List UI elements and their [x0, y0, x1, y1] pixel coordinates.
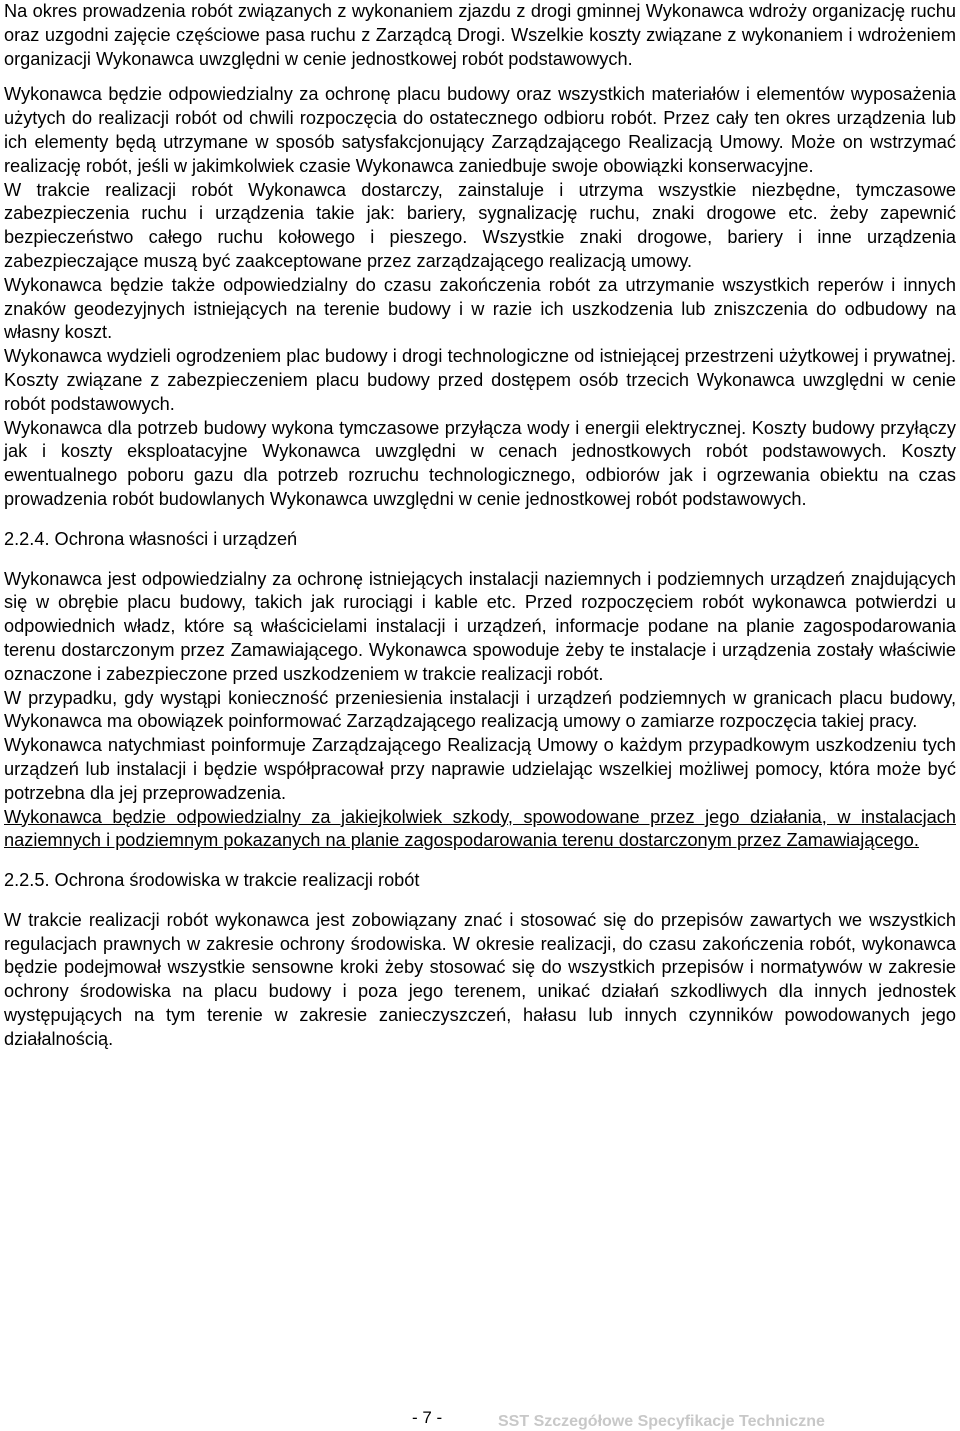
paragraph-environment-protection: W trakcie realizacji robót wykonawca jest zobowiązany znać i stosować się do przepisów zawartych we wszystkich regulacjach prawnych w zakresie ochrony środowiska. W okresie realizacji, do czasu zakończenia robót, wykonawca będzie podejmował wszystkie sensowne kroki żeby stosować się do wszystkich przepisów i normatywów w zakresie ochrony środowiska na placu budowy i poza jego terenem, unikać działań szkodliwych dla innych jednostek występujących na tym terenie w zakresie zanieczyszczeń, hałasu lub innych czynników powodowanych jego działalnością.	[4, 909, 956, 1049]
paragraph-site-fencing: Wykonawca wydzieli ogrodzeniem plac budowy i drogi technologiczne od istniejącej przestrzeni użytkowej i prywatnej. Koszty związane z zabezpieczeniem placu budowy przed dostępem osób trzecich Wykonawca uwzględni w cenie robót podstawowych.	[4, 346, 956, 414]
document-page	[4, 0, 956, 1052]
section-spacer	[4, 893, 956, 909]
paragraph-damage-reporting: Wykonawca natychmiast poinformuje Zarządzającego Realizacją Umowy o każdym przypadkowym uszkodzeniu tych urządzeń lub instalacji i będzie współpracował przy naprawie udzielając wszelkiej możliwej pomocy, która może być potrzebna dla jej przeprowadzenia.	[4, 735, 956, 803]
section-spacer	[4, 512, 956, 528]
paragraph-liability-underlined: Wykonawca będzie odpowiedzialny za jakiejkolwiek szkody, spowodowane przez jego działania, w instalacjach naziemnych i podziemnym pokazanych na planie zagospodarowania terenu dostarczonym przez Zamawiającego.	[4, 806, 956, 851]
section-spacer	[4, 853, 956, 869]
section-spacer	[4, 552, 956, 568]
paragraph-relocation-notice: W przypadku, gdy wystąpi konieczność przeniesienia instalacji i urządzeń podziemnych w granicach placu budowy, Wykonawca ma obowiązek poinformować Zarządzającego realizacją umowy o zamiarze rozpoczęcia takiej pracy.	[4, 687, 956, 732]
page-number: - 7 -	[412, 1408, 443, 1427]
paragraph-traffic-organization: Na okres prowadzenia robót związanych z wykonaniem zjazdu z drogi gminnej Wykonawca wdroży organizację ruchu oraz uzgodni zajęcie częściowe pasa ruchu z Zarządcą Drogi. Wszelkie koszty związane z wykonaniem i wdrożeniem organizacji Wykonawca uwzględni w cenie jednostkowej robót podstawowych.	[4, 1, 956, 69]
section-heading-2-2-4: 2.2.4. Ochrona własności i urządzeń	[4, 528, 298, 549]
section-heading-2-2-5: 2.2.5. Ochrona środowiska w trakcie realizacji robót	[4, 870, 420, 891]
paragraph-existing-installations: Wykonawca jest odpowiedzialny za ochronę istniejących instalacji naziemnych i podziemnych urządzeń znajdujących się w obrębie placu budowy, takich jak rurociągi i kable etc. Przed rozpoczęciem robót wykonawca potwierdzi u odpowiednich władz, które są właścicielami instalacji i urządzeń, informacje podane na planie zagospodarowania terenu dostarczonym przez Zamawiającego. Wykonawca spowoduje żeby te instalacje i urządzenia zostały właściwie oznaczone i zabezpieczone przed uszkodzeniem w trakcie realizacji robót.	[4, 568, 956, 684]
paragraph-survey-markers: Wykonawca będzie także odpowiedzialny do czasu zakończenia robót za utrzymanie wszystkich reperów i innych znaków geodezyjnych istniejących na terenie budowy i w razie ich uszkodzenia lub zniszczenia do odbudowy na własny koszt.	[4, 274, 956, 343]
footer-document-title: SST Szczegółowe Specyfikacje Techniczne	[498, 1413, 825, 1430]
paragraph-spacer	[4, 71, 956, 83]
paragraph-traffic-safety: W trakcie realizacji robót Wykonawca dostarczy, zainstaluje i utrzyma wszystkie niezbędne, tymczasowe zabezpieczenia ruchu i urządzenia takie jak: bariery, sygnalizację ruchu, znaki drogowe etc. żeby zapewnić bezpieczeństwo całego ruchu kołowego i pieszego. Wszystkie znaki drogowe, bariery i inne urządzenia zabezpieczające muszą być zaakceptowane przez zarządzającego realizacją umowy.	[4, 179, 956, 271]
paragraph-site-protection: Wykonawca będzie odpowiedzialny za ochronę placu budowy oraz wszystkich materiałów i elementów wyposażenia użytych do realizacji robót od chwili rozpoczęcia do ostatecznego odbioru robót. Przez cały ten okres urządzenia lub ich elementy będą utrzymane w sposób satysfakcjonujący Zarządzającego Realizacją Umowy. Może on wstrzymać realizację robót, jeśli w jakimkolwiek czasie Wykonawca zaniedbuje swoje obowiązki konserwacyjne.	[4, 84, 956, 176]
paragraph-utility-connections: Wykonawca dla potrzeb budowy wykona tymczasowe przyłącza wody i energii elektrycznej. Koszty budowy przyłączy jak i koszty eksploatacyjne Wykonawca uwzględni w cenach jednostkowych robót podstawowych. Koszty ewentualnego poboru gazu dla potrzeb rozruchu technologicznego, odbiorów jak i ogrzewania obiektu na czas prowadzenia robót budowlanych Wykonawca uwzględni w cenie jednostkowej robót podstawowych.	[4, 417, 956, 509]
